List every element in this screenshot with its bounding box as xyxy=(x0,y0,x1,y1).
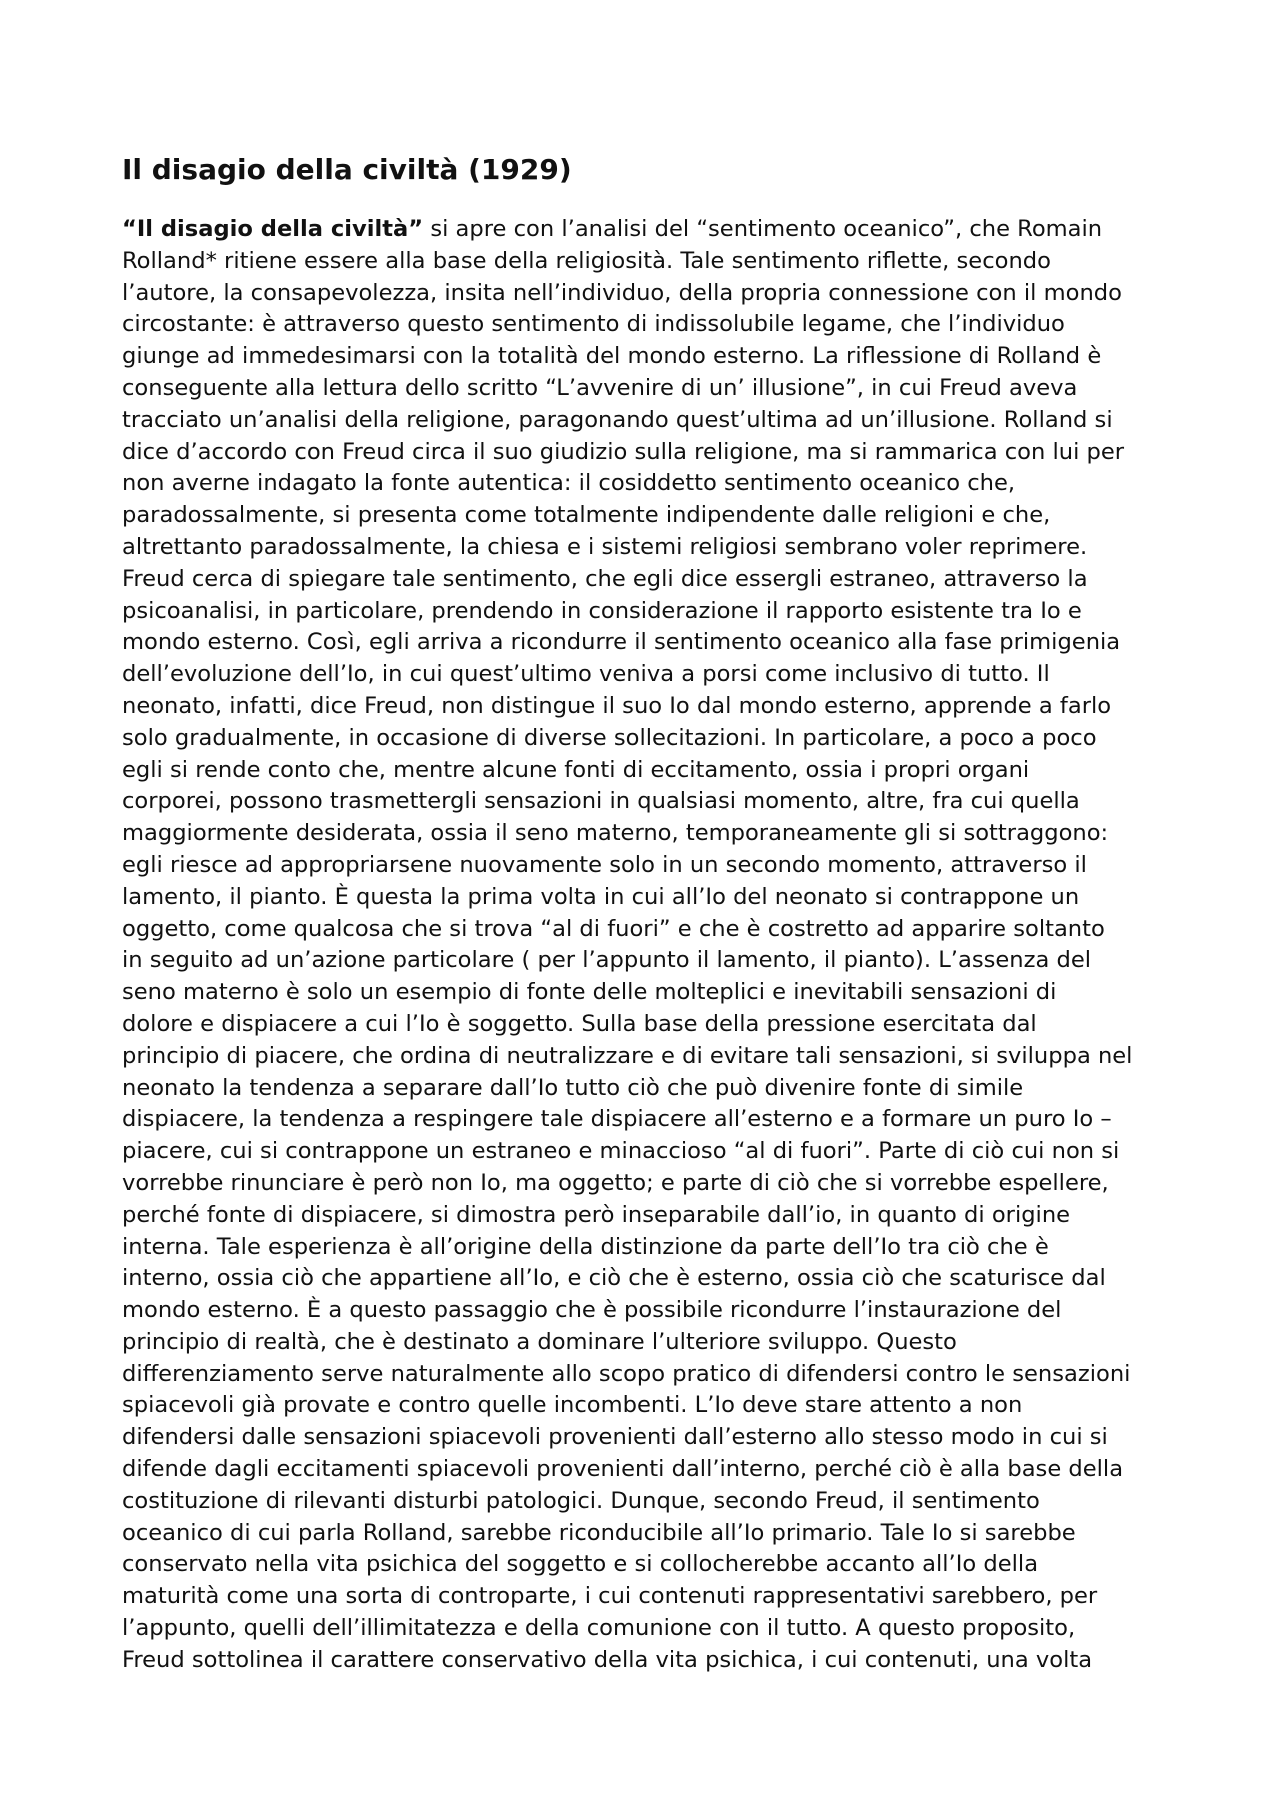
text-line: non averne indagato la fonte autentica: il cosiddetto sentimento oceanico che, xyxy=(122,470,1016,497)
text-line: differenziamento serve naturalmente allo scopo pratico di difendersi contro le sensazioni xyxy=(122,1360,1131,1387)
text-line: l’autore, la consapevolezza, insita nell’individuo, della propria connessione con il mondo xyxy=(122,279,1122,306)
text-line: tracciato un’analisi della religione, paragonando quest’ultima ad un’illusione. Rolland si xyxy=(122,406,1113,433)
text-line: conservato nella vita psichica del soggetto e si collocherebbe accanto all’Io della xyxy=(122,1551,1039,1578)
text-line: mondo esterno. È a questo passaggio che è possibile ricondurre l’instaurazione del xyxy=(122,1297,1062,1324)
text-line: egli si rende conto che, mentre alcune fonti di eccitamento, ossia i propri organi xyxy=(122,756,1030,783)
text-line: in seguito ad un’azione particolare ( per l’appunto il lamento, il pianto). L’assenza del xyxy=(122,947,1092,974)
text-line: difendersi dalle sensazioni spiacevoli provenienti dall’esterno allo stesso modo in cui si xyxy=(122,1424,1108,1451)
text-line: neonato la tendenza a separare dall’Io tutto ciò che può divenire fonte di simile xyxy=(122,1074,1024,1101)
document-body xyxy=(122,214,1174,1677)
text-line: conseguente alla lettura dello scritto “L’avvenire di un’ illusione”, in cui Freud aveva xyxy=(122,374,1078,401)
text-line: dolore e dispiacere a cui l’Io è soggetto. Sulla base della pressione esercitata dal xyxy=(122,1010,1037,1037)
text-line: circostante: è attraverso questo sentimento di indissolubile legame, che l’individuo xyxy=(122,311,1065,338)
lead-title: “Il disagio della civiltà” xyxy=(122,216,424,242)
text-line-content: si apre con l’analisi del “sentimento oceanico”, che Romain xyxy=(423,216,1103,242)
text-line: piacere, cui si contrappone un estraneo e minaccioso “al di fuori”. Parte di ciò cui non si xyxy=(122,1138,1120,1165)
text-line: lamento, il pianto. È questa la prima volta in cui all’Io del neonato si contrappone un xyxy=(122,883,1080,910)
text-line: costituzione di rilevanti disturbi patologici. Dunque, secondo Freud, il sentimento xyxy=(122,1487,1040,1514)
text-line: mondo esterno. Così, egli arriva a ricondurre il sentimento oceanico alla fase primigenia xyxy=(122,629,1121,656)
text-line: Freud cerca di spiegare tale sentimento, che egli dice essergli estraneo, attraverso la xyxy=(122,565,1088,592)
text-line: dell’evoluzione dell’Io, in cui quest’ultimo veniva a porsi come inclusivo di tutto. Il xyxy=(122,661,1050,688)
text-line: giunge ad immedesimarsi con la totalità del mondo esterno. La riflessione di Rolland è xyxy=(122,343,1102,370)
document-title: Il disagio della civiltà (1929) xyxy=(122,153,572,186)
text-line: altrettanto paradossalmente, la chiesa e i sistemi religiosi sembrano voler reprimere. xyxy=(122,533,1088,560)
text-line: maturità come una sorta di controparte, i cui contenuti rappresentativi sarebbero, per xyxy=(122,1583,1098,1610)
text-line: perché fonte di dispiacere, si dimostra però inseparabile dall’io, in quanto di origine xyxy=(122,1201,1071,1228)
text-line: Freud sottolinea il carattere conservativo della vita psichica, i cui contenuti, una volta xyxy=(122,1646,1093,1673)
text-line: maggiormente desiderata, ossia il seno materno, temporaneamente gli si sottraggono: xyxy=(122,820,1109,847)
text-line: oggetto, come qualcosa che si trova “al di fuori” e che è costretto ad apparire soltanto xyxy=(122,915,1105,942)
text-line: l’appunto, quelli dell’illimitatezza e della comunione con il tutto. A questo proposito, xyxy=(122,1615,1076,1642)
document-content xyxy=(122,150,1174,1677)
text-line: interno, ossia ciò che appartiene all’Io, e ciò che è esterno, ossia ciò che scaturisce dal xyxy=(122,1265,1106,1292)
text-line: egli riesce ad appropriarsene nuovamente solo in un secondo momento, attraverso il xyxy=(122,851,1087,878)
text-line: spiacevoli già provate e contro quelle incombenti. L’Io deve stare attento a non xyxy=(122,1392,1023,1419)
text-line: vorrebbe rinunciare è però non Io, ma oggetto; e parte di ciò che si vorrebbe espellere, xyxy=(122,1169,1109,1196)
text-line: paradossalmente, si presenta come totalmente indipendente dalle religioni e che, xyxy=(122,502,1051,529)
text-line: Rolland* ritiene essere alla base della religiosità. Tale sentimento riflette, secondo xyxy=(122,247,1051,274)
text-line: principio di realtà, che è destinato a dominare l’ulteriore sviluppo. Questo xyxy=(122,1328,957,1355)
text-line xyxy=(122,214,1174,246)
text-line: solo gradualmente, in occasione di diverse sollecitazioni. In particolare, a poco a poco xyxy=(122,724,1097,751)
text-line: dice d’accordo con Freud circa il suo giudizio sulla religione, ma si rammarica con lui per xyxy=(122,438,1125,465)
text-line: corporei, possono trasmettergli sensazioni in qualsiasi momento, altre, fra cui quella xyxy=(122,788,1080,815)
text-line: psicoanalisi, in particolare, prendendo in considerazione il rapporto esistente tra Io e xyxy=(122,597,1082,624)
text-line: principio di piacere, che ordina di neutralizzare e di evitare tali sensazioni, si sviluppa nel xyxy=(122,1042,1133,1069)
text-line: interna. Tale esperienza è all’origine della distinzione da parte dell’Io tra ciò che è xyxy=(122,1233,1049,1260)
text-line: oceanico di cui parla Rolland, sarebbe riconducibile all’Io primario. Tale Io si sarebbe xyxy=(122,1519,1076,1546)
text-line: dispiacere, la tendenza a respingere tale dispiacere all’esterno e a formare un puro Io – xyxy=(122,1106,1112,1133)
text-line: neonato, infatti, dice Freud, non distingue il suo Io dal mondo esterno, apprende a farlo xyxy=(122,692,1112,719)
text-line: difende dagli eccitamenti spiacevoli provenienti dall’interno, perché ciò è alla base della xyxy=(122,1456,1124,1483)
text-line: seno materno è solo un esempio di fonte delle molteplici e inevitabili sensazioni di xyxy=(122,979,1057,1006)
